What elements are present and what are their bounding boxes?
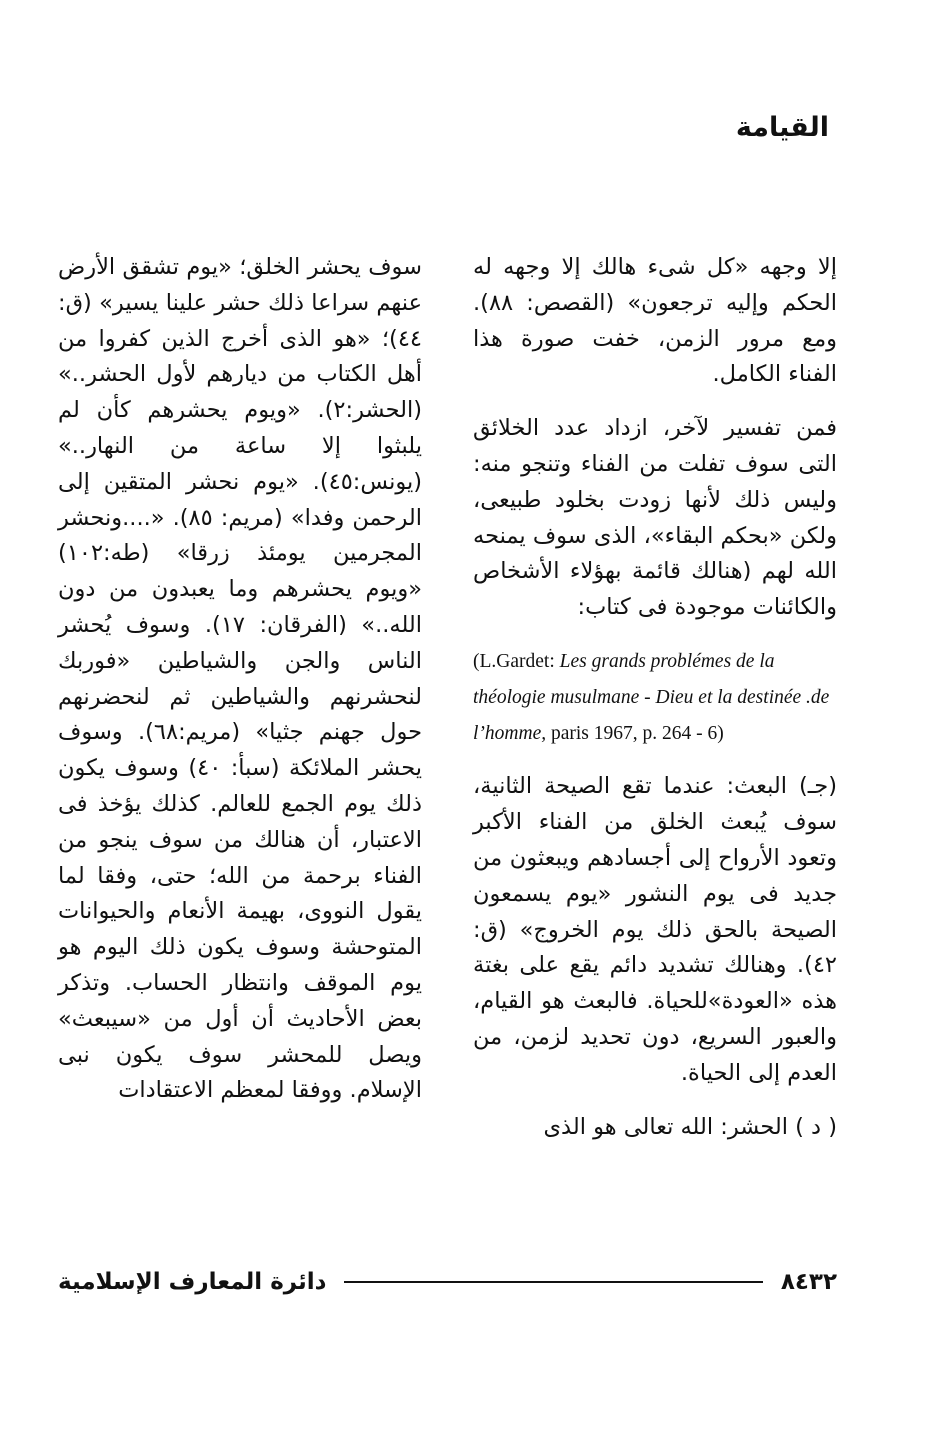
reference-citation — [473, 644, 837, 751]
paragraph: (جـ) البعث: عندما تقع الصيحة الثانية، سوف يُبعث الخلق من الفناء الأكبر وتعود الأرواح إلى أجسادهم ويبعثون من جديد فى يوم النشور «يوم يسمعون الصيحة بالحق ذلك يوم الخروج» (ق: ٤٢). وهنالك تشديد دائم يقع على بغتة هذه «العودة»للحياة. فالبعث هو القيام، والعبور السريع، دون تحديد لزمن، من العدم إلى الحياة. — [473, 773, 837, 1086]
paragraph: ( د ) الحشر: الله تعالى هو الذى — [543, 1113, 837, 1140]
reference-details: paris 1967, p. 264 - 6) — [546, 722, 724, 744]
reference-title: Les grands problémes de la théologie musulmane - Dieu et la destinée .de l’homme, — [473, 650, 830, 744]
paragraph: فمن تفسير لآخر، ازداد عدد الخلائق التى سوف تفلت من الفناء وتنجو منه: وليس ذلك لأنها زودت بخلود طبيعى، ولكن «بحكم البقاء»، الذى سوف يمنحه الله لهم (هنالك قائمة بهؤلاء الأشخاص والكائنات موجودة فى كتاب: — [473, 415, 837, 621]
page-title: القيامة — [735, 112, 829, 143]
page-footer — [58, 1262, 837, 1302]
page-number: ٨٤٣٢ — [780, 1269, 837, 1295]
encyclopedia-name: دائرة المعارف الإسلامية — [58, 1269, 327, 1295]
footer-divider — [344, 1281, 762, 1283]
right-column — [473, 250, 837, 1163]
paragraph: سوف يحشر الخلق؛ «يوم تشقق الأرض عنهم سراعا ذلك حشر علينا يسير» (ق: ٤٤)؛ «هو الذى أخرج الذين كفروا من أهل الكتاب من ديارهم لأول الحشر..» (الحشر:٢). «ويوم يحشرهم كأن لم يلبثوا إلا ساعة من النهار..» (يونس:٤٥). «يوم نحشر المتقين إلى الرحمن وفدا» (مريم: ٨٥). «....ونحشر المجرمين يومئذ زرقا» (طه:١٠٢) «ويوم يحشرهم وما يعبدون من دون الله..» (الفرقان: ١٧). وسوف يُحشر الناس والجن والشياطين «فوربك لنحشرنهم والشياطين ثم لنحضرنهم حول جهنم جثيا» (مريم:٦٨). وسوف يحشر الملائكة (سبأ: ٤٠) وسوف يكون ذلك يوم الجمع للعالم. كذلك يؤخذ فى الاعتبار، أن هنالك من سوف ينجو من الفناء برحمة من الله؛ حتى، وفقا لما يقول النووى، بهيمة الأنعام والحيوانات المتوحشة وسوف يكون ذلك اليوم هو يوم الموقف وانتظار الحساب. وتذكر بعض الأحاديث أن أول من «سيبعث» ويصل للمحشر سوف يكون نبى الإسلام. ووفقا لمعظم الاعتقادات — [58, 254, 422, 1104]
reference-author: (L.Gardet: — [473, 650, 560, 672]
paragraph: إلا وجهه «كل شىء هالك إلا وجهه له الحكم وإليه ترجعون» (القصص: ٨٨). ومع مرور الزمن، خفت صورة هذا الفناء الكامل. — [473, 254, 837, 388]
left-column — [58, 250, 422, 1109]
